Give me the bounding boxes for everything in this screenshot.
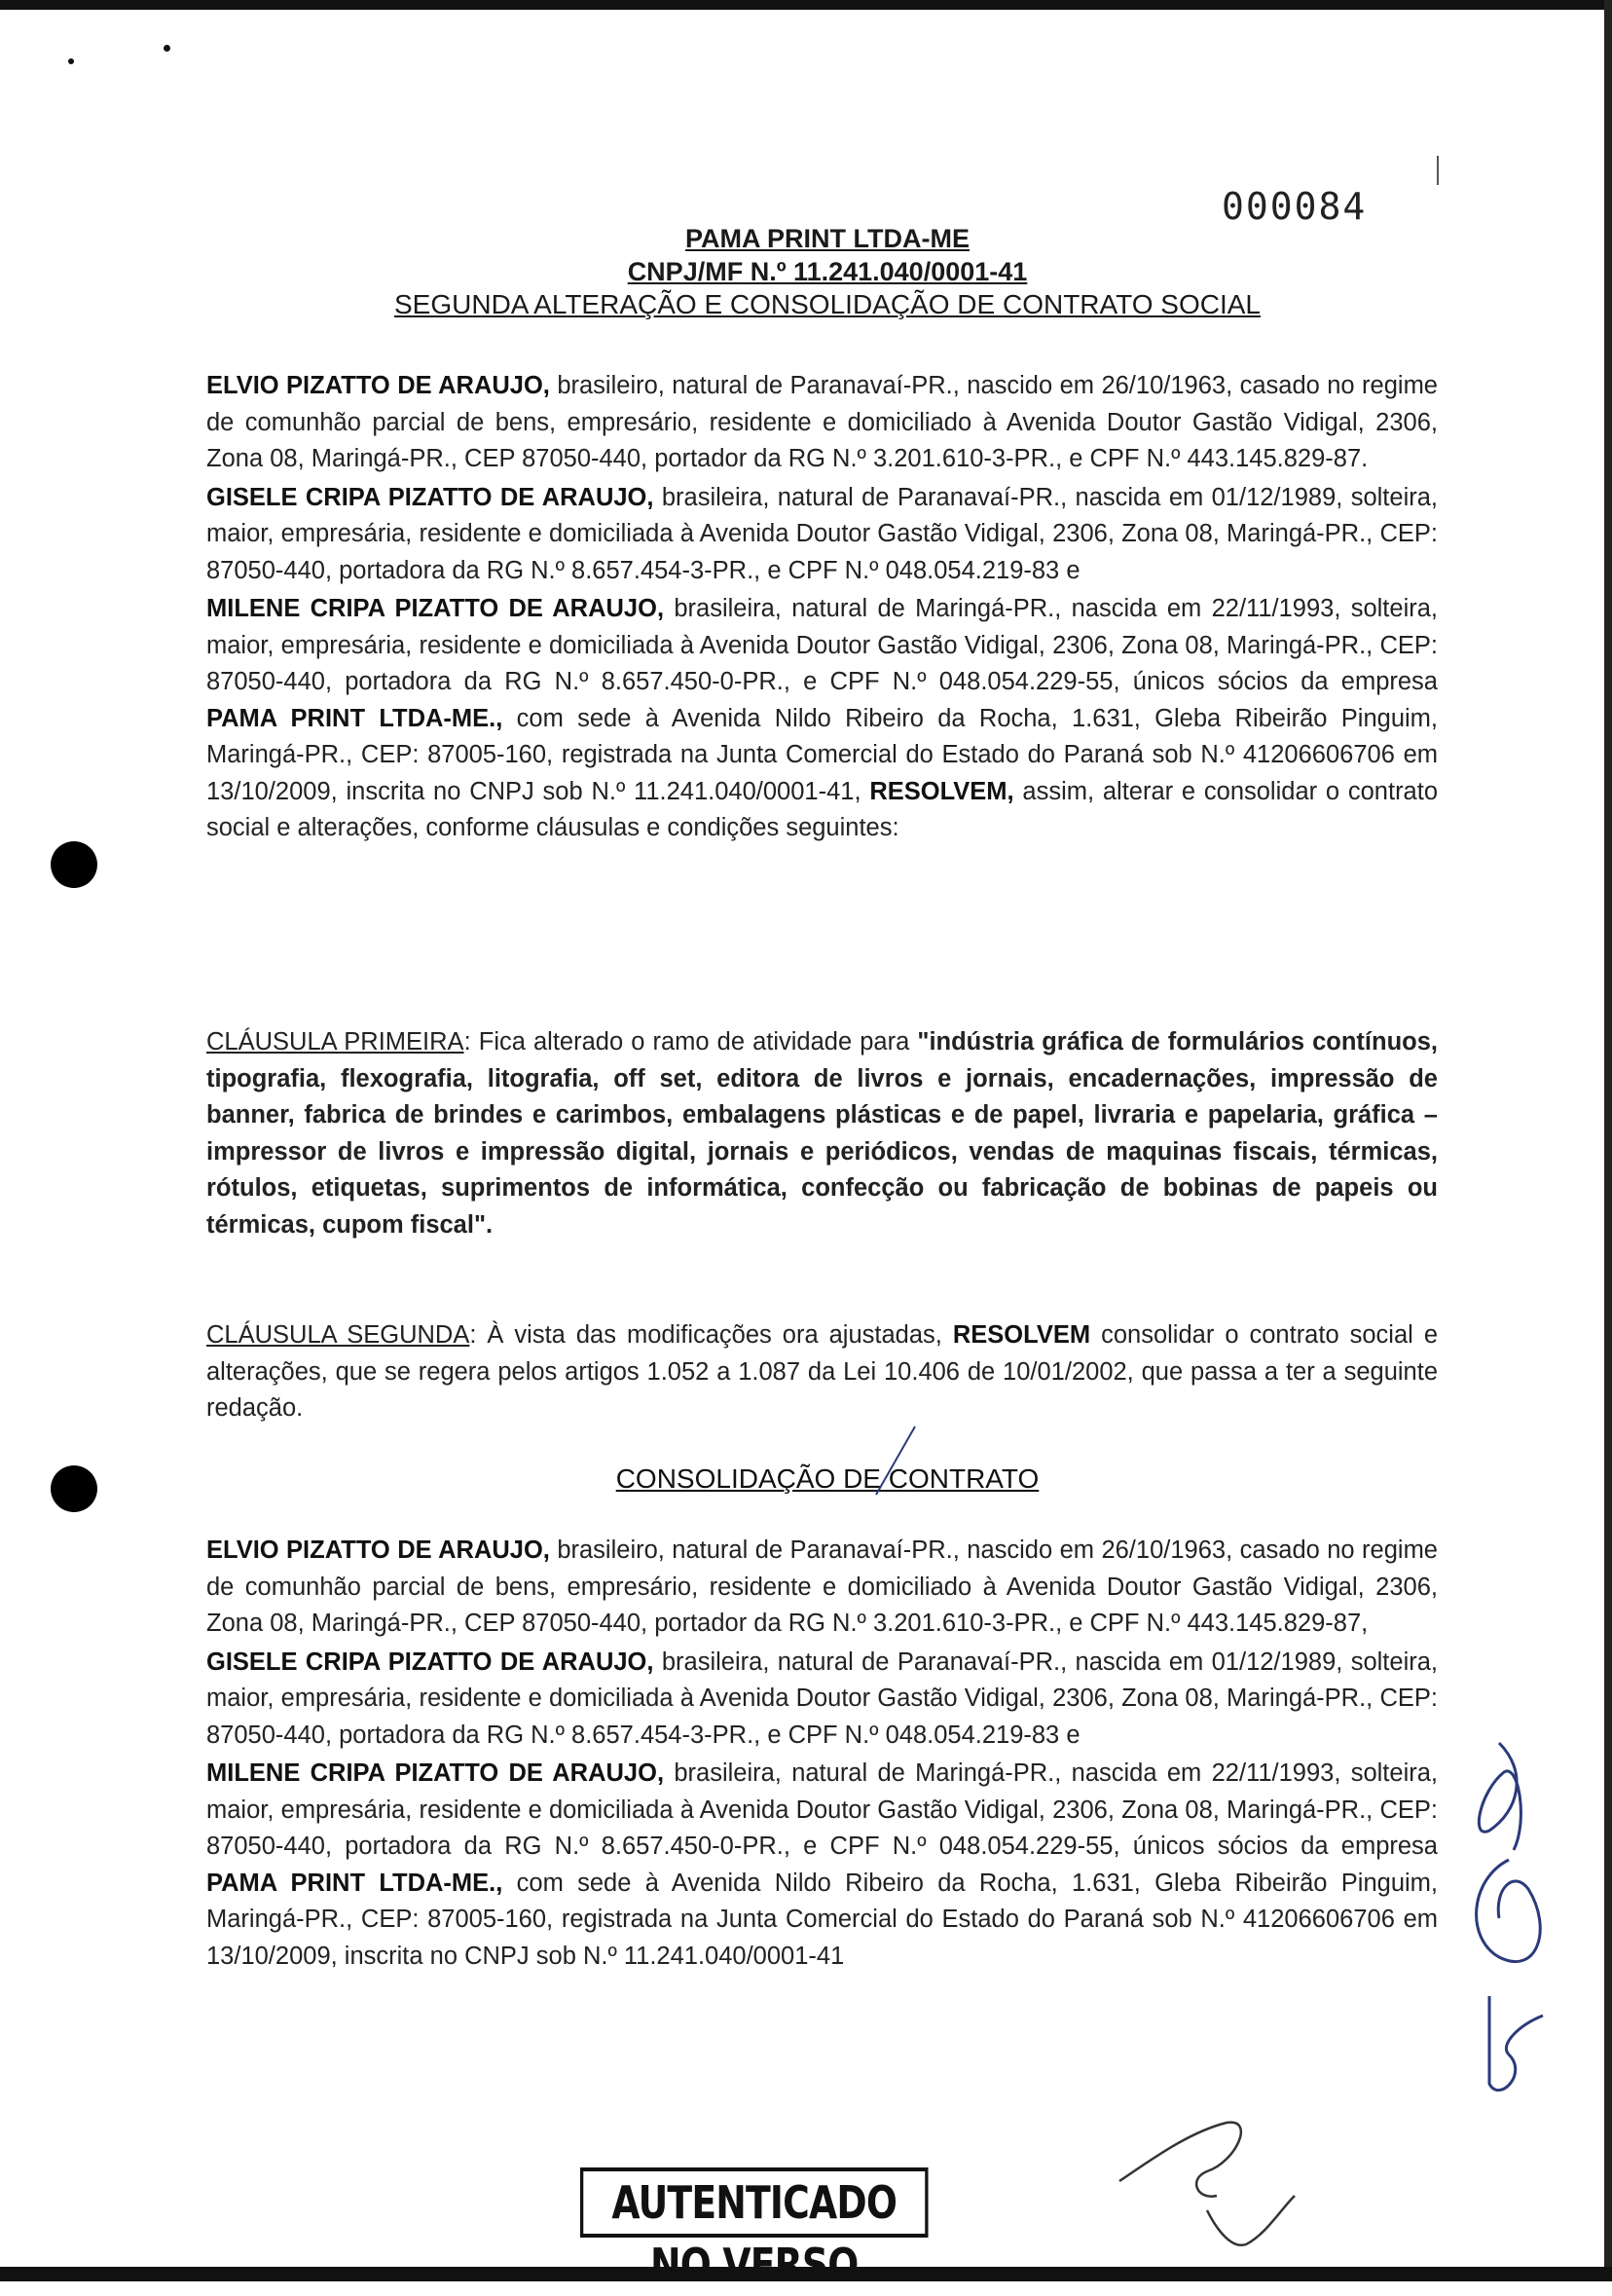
scan-right-edge (1604, 0, 1612, 2281)
partner-paragraph (206, 1645, 1438, 1755)
partner-name: MILENE CRIPA PIZATTO DE ARAUJO, (206, 1759, 665, 1787)
punch-hole (51, 841, 97, 888)
partner-paragraph (206, 368, 1438, 478)
activity-description: "indústria gráfica de formulários contínuos, tipografia, flexografia, litografia, off set, editora de livros e jornais, encadernações, impressão de banner, fabrica de brindes e carimbos, embalagens plásticas e de papel, livraria e papelaria, gráfica – impressor de livros e impressão digital, jornais e periódicos, vendas de maquinas fiscais, térmicas, rótulos, etiquetas, suprimentos de informática, confecção ou fabricação de bobinas de papeis ou térmicas, cupom fiscal". (206, 1028, 1438, 1239)
partner-paragraph (206, 1756, 1438, 1975)
partner-name: GISELE CRIPA PIZATTO DE ARAUJO, (206, 483, 654, 511)
partner-details: brasileira, natural de Maringá-PR., nascida em 22/11/1993, solteira, maior, empresária, residente e domiciliada à Avenida Doutor Gastão Vidigal, 2306, Zona 08, Maringá-PR., CEP: 87050-440, portadora da RG N.º 8.657.450-0-PR., e CPF N.º 048.054.229-55, únicos sócios da empresa (206, 595, 1438, 695)
company-name: PAMA PRINT LTDA-ME (685, 224, 970, 253)
partner-paragraph (206, 480, 1438, 590)
speck (68, 58, 74, 64)
clause-first (206, 1024, 1438, 1245)
company-ref: PAMA PRINT LTDA-ME., (206, 1869, 503, 1897)
clause-second (206, 1317, 1438, 1429)
partner-details: brasileira, natural de Maringá-PR., nascida em 22/11/1993, solteira, maior, empresária, residente e domiciliada à Avenida Doutor Gastão Vidigal, 2306, Zona 08, Maringá-PR., CEP: 87050-440, portadora da RG N.º 8.657.450-0-PR., e CPF N.º 048.054.229-55, únicos sócios da empresa (206, 1759, 1438, 1860)
margin-mark (1437, 156, 1439, 185)
speck (164, 45, 170, 52)
signature-initials-right (1460, 1733, 1557, 2142)
pen-stroke-mark (866, 1422, 925, 1500)
clause-second-label: CLÁUSULA SEGUNDA (206, 1321, 470, 1349)
partner-details: brasileiro, natural de Paranavaí-PR., nascido em 26/10/1963, casado no regime de comunhão parcial de bens, empresário, residente e domiciliado à Avenida Doutor Gastão Vidigal, 2306, Zona 08, Maringá-PR., CEP 87050-440, portador da RG N.º 3.201.610-3-PR., e CPF N.º 443.145.829-87, (206, 1537, 1438, 1637)
partner-paragraph (206, 591, 1438, 847)
consolidation-title: CONSOLIDAÇÃO DE CONTRATO (615, 1463, 1040, 1494)
document-title: SEGUNDA ALTERAÇÃO E CONSOLIDAÇÃO DE CONTRATO SOCIAL (394, 289, 1261, 319)
partner-name: GISELE CRIPA PIZATTO DE ARAUJO, (206, 1648, 654, 1676)
intro-section (206, 368, 1438, 849)
company-details: com sede à Avenida Nildo Ribeiro da Rocha, 1.631, Gleba Ribeirão Pinguim, Maringá-PR., CEP: 87005-160, registrada na Junta Comercial do Estado do Paraná sob N.º 41206606706 em 13/10/2009, inscrita no CNPJ sob N.º 11.241.040/0001-41, (206, 704, 1438, 805)
partner-details: brasileira, natural de Paranavaí-PR., nascida em 01/12/1989, solteira, maior, empresária, residente e domiciliada à Avenida Doutor Gastão Vidigal, 2306, Zona 08, Maringá-PR., CEP: 87050-440, portadora da RG N.º 8.657.454-3-PR., e CPF N.º 048.054.219-83 e (206, 1648, 1438, 1749)
clause-second-text: consolidar o contrato social e alterações, que se regera pelos artigos 1.052 a 1.087 da Lei 10.406 de 10/01/2002, que passa a ter a seguinte redação. (206, 1321, 1439, 1422)
clause-second-lead: : À vista das modificações ora ajustadas, (469, 1321, 953, 1349)
company-cnpj: CNPJ/MF N.º 11.241.040/0001-41 (627, 257, 1028, 286)
partner-name: ELVIO PIZATTO DE ARAUJO, (206, 1537, 550, 1564)
document-header (195, 222, 1460, 321)
company-details: com sede à Avenida Nildo Ribeiro da Rocha, 1.631, Gleba Ribeirão Pinguim, Maringá-PR., CEP: 87005-160, registrada na Junta Comercial do Estado do Paraná sob N.º 41206606706 em 13/10/2009, inscrita no CNPJ sob N.º 11.241.040/0001-41 (206, 1869, 1438, 1970)
resolution-text: assim, alterar e consolidar o contrato social e alterações, conforme cláusulas e condições seguintes: (206, 777, 1439, 841)
clause-first-lead: : Fica alterado o ramo de atividade para (463, 1028, 918, 1055)
partner-name: ELVIO PIZATTO DE ARAUJO, (206, 372, 550, 399)
resolvem: RESOLVEM (952, 1321, 1091, 1349)
partner-details: brasileira, natural de Paranavaí-PR., nascida em 01/12/1989, solteira, maior, empresária, residente e domiciliada à Avenida Doutor Gastão Vidigal, 2306, Zona 08, Maringá-PR., CEP: 87050-440, portadora da RG N.º 8.657.454-3-PR., e CPF N.º 048.054.219-83 e (206, 483, 1438, 584)
authentication-stamp: AUTENTICADO NO VERSO (580, 2167, 929, 2238)
company-ref: PAMA PRINT LTDA-ME., (206, 704, 503, 732)
page-number: 000084 (1222, 185, 1368, 228)
partner-paragraph (206, 1533, 1438, 1643)
partner-details: brasileiro, natural de Paranavaí-PR., nascido em 26/10/1963, casado no regime de comunhão parcial de bens, empresário, residente e domiciliado à Avenida Doutor Gastão Vidigal, 2306, Zona 08, Maringá-PR., CEP 87050-440, portador da RG N.º 3.201.610-3-PR., e CPF N.º 443.145.829-87. (206, 372, 1438, 472)
scan-top-edge (0, 0, 1612, 10)
resolvem: RESOLVEM, (869, 777, 1014, 805)
clause-first-label: CLÁUSULA PRIMEIRA (206, 1028, 464, 1055)
partner-name: MILENE CRIPA PIZATTO DE ARAUJO, (206, 595, 665, 622)
consolidation-section (206, 1533, 1438, 1977)
signature-bottom (1110, 2103, 1324, 2259)
punch-hole (51, 1465, 97, 1512)
